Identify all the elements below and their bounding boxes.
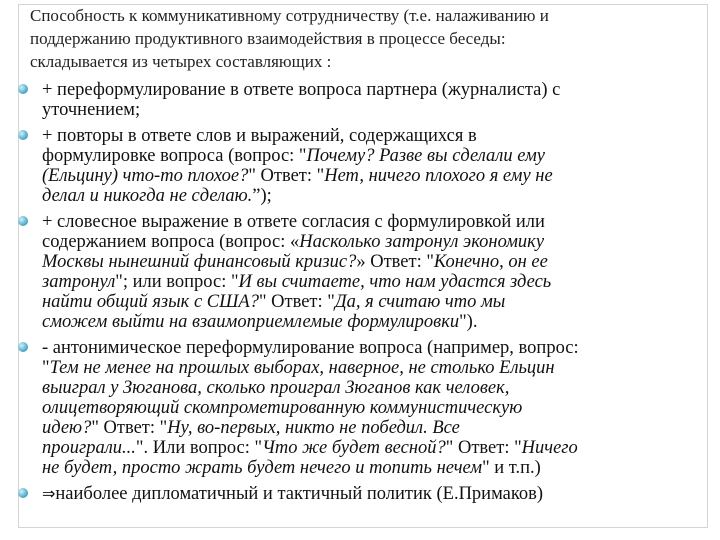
italic-text: Насколько затронул экономику [299,232,545,252]
italic-text: Нет, ничего плохого я ему не [324,166,553,186]
text-segment: содержанием вопроса (вопрос: « [42,232,300,252]
italic-text: Да, я считаю что мы [334,292,506,312]
implies-arrow-icon: ⇒ [42,484,56,503]
bullet-dot-icon [18,488,28,498]
italic-text: (Ельцину) что-то плохое? [42,166,249,186]
bullet-item [14,212,692,332]
italic-text: затронул [42,272,116,292]
italic-text: Что же будет весной? [262,438,446,458]
bullet-line [42,458,692,478]
bullet-item [14,80,692,120]
italic-text: И вы считаете, что нам удастся здесь [238,272,552,292]
bullet-item [14,484,692,504]
text-segment: наиболее дипломатичный и тактичный политик (Е.Примаков) [55,484,544,504]
text-segment: » Ответ: " [356,252,434,272]
text-segment: - антонимическое переформулирование вопроса (например, вопрос: [42,338,579,358]
italic-text: Ну, во-первых, никто не победил. Все [167,418,460,438]
text-segment: формулировке вопроса (вопрос: " [42,146,307,166]
italic-text: идею? [42,418,92,438]
bullet-line [42,358,692,378]
bullet-line [42,418,692,438]
text-segment: " и т.п.) [482,458,541,478]
italic-text: Конечно, он ее [433,252,548,272]
text-segment: " Ответ: " [445,438,522,458]
bullet-dot-icon [18,342,28,352]
bullet-line [42,126,692,146]
text-segment: " Ответ: " [248,166,325,186]
italic-text: выиграл у Зюганова, сколько проиграл Зюганов как человек, [42,378,510,398]
bullet-item [14,126,692,206]
text-segment: "). [459,312,478,332]
text-segment: " [42,358,50,378]
bullet-line [42,272,692,292]
bullet-line [42,338,692,358]
bullet-line [42,312,692,332]
text-segment: ". Или вопрос: " [135,438,263,458]
bullet-line [42,186,692,206]
italic-text: олицетворяющий скомпрометированную коммунистическую [42,398,523,418]
bullet-line [42,438,692,458]
text-segment: + переформулирование в ответе вопроса партнера (журналиста) с [42,80,561,100]
text-segment: " Ответ: " [258,292,335,312]
text-segment: + повторы в ответе слов и выражений, содержащихся в [42,126,477,146]
italic-text: найти общий язык с США? [42,292,259,312]
bullet-line [42,146,692,166]
italic-text: делал и никогда не сделаю. [42,186,253,206]
bullet-dot-icon [18,84,28,94]
italic-text: сможем выйти на взаимоприемлемые формулировки [42,312,460,332]
text-segment: "; или вопрос: " [115,272,239,292]
italic-text: Ничего [521,438,578,458]
bullet-line [42,100,692,120]
text-segment: " Ответ: " [91,418,168,438]
bullet-line [42,484,692,504]
bullet-line [42,378,692,398]
bullet-list [14,80,692,510]
intro-paragraph [30,4,702,73]
intro-line: поддержанию продуктивного взаимодействия в процессе беседы: [30,29,506,48]
bullet-dot-icon [18,130,28,140]
intro-line: складывается из четырех составляющих : [30,52,332,71]
bullet-line [42,80,692,100]
bullet-line [42,166,692,186]
bullet-dot-icon [18,216,28,226]
bullet-line [42,232,692,252]
bullet-item [14,338,692,478]
text-segment: + словесное выражение в ответе согласия с формулировкой или [42,212,545,232]
text-segment: уточнением; [42,100,141,120]
italic-text: Почему? Разве вы сделали ему [306,146,545,166]
italic-text: Тем не менее на прошлых выборах, наверное, не столько Ельцин [49,358,555,378]
italic-text: проиграли... [42,438,136,458]
bullet-line [42,252,692,272]
italic-text: не будет, просто жрать будет нечего и топить нечем [42,458,483,478]
bullet-line [42,398,692,418]
bullet-line [42,212,692,232]
bullet-line [42,292,692,312]
text-segment: ”); [252,186,272,206]
italic-text: Москвы нынешний финансовый кризис? [42,252,357,272]
intro-line: Способность к коммуникативному сотрудничеству (т.е. налаживанию и [30,6,549,25]
